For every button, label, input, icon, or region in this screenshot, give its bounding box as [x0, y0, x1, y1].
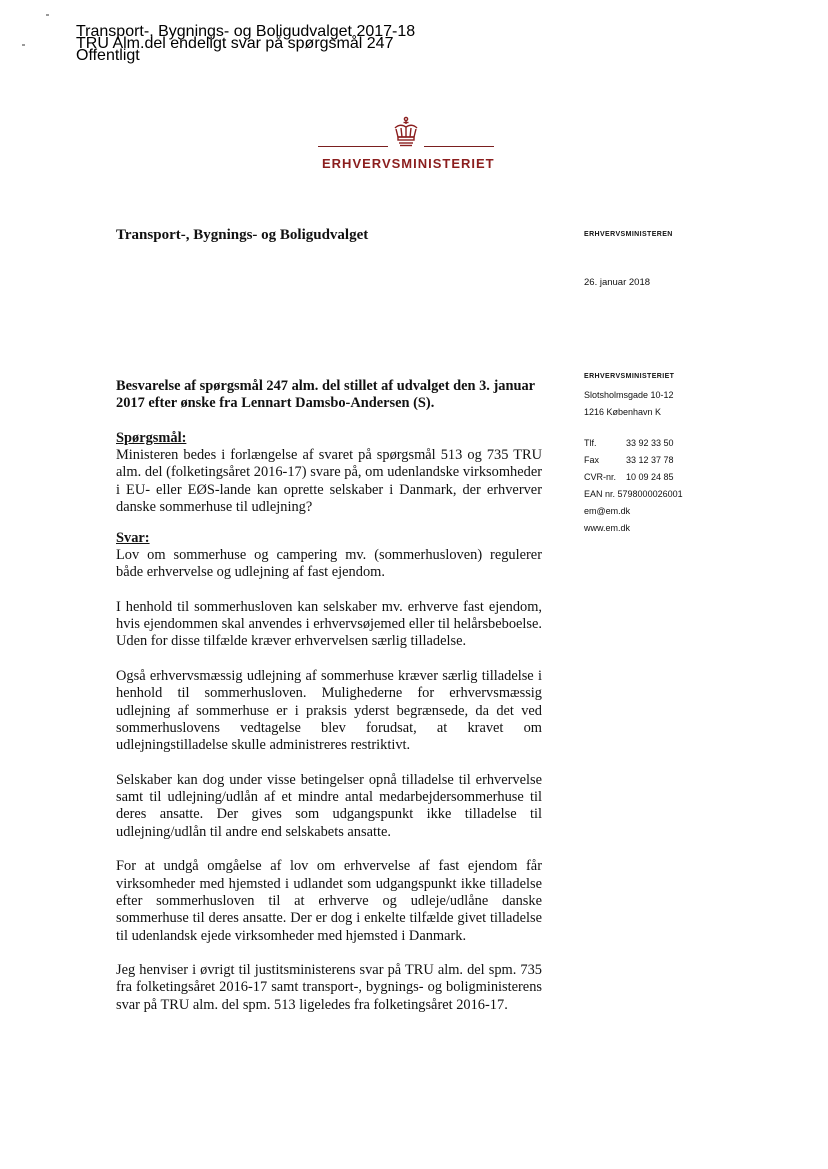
logo-wordmark: ERHVERVSMINISTERIET	[322, 156, 495, 171]
answer-paragraph: For at undgå omgåelse af lov om erhvervelse af fast ejendom får virksomheder med hjemsted i udlandet som udgangspunkt ikke tilladelse efter sommerhusloven til at erhverve og udleje/udlåne danske sommerhuse til deres ansatte. Der er dog i enkelte tilfælde givet tilladelse til udenlandsk ejede virksomheder med hjemsted i Danmark.	[116, 858, 542, 944]
logo-rule-left	[318, 146, 388, 147]
stamp-line-committee: Transport-, Bygnings- og Boligudvalget 2017-18	[76, 23, 416, 40]
scan-speck	[22, 44, 25, 46]
crown-icon	[390, 116, 422, 148]
address-street: Slotsholmsgade 10-12	[584, 390, 674, 400]
question-heading: Spørgsmål:	[116, 430, 187, 446]
scan-speck	[46, 14, 49, 16]
question-text: Ministeren bedes i forlængelse af svaret på spørgsmål 513 og 735 TRU alm. del (folketingsåret 2016-17) svare på, om udenlandske virksomheder i EU- eller EØS-lande kan oprette selskaber i Danmark, der erhverver danske sommerhuse til udlejning?	[116, 447, 542, 515]
contact-ean	[584, 489, 683, 506]
ministry-logo	[318, 116, 494, 174]
contact-label: Fax	[584, 455, 600, 465]
stamp-line-public: Offentligt	[76, 47, 140, 64]
contact-value: 10 09 24 85	[626, 472, 674, 482]
answer-paragraph: Lov om sommerhuse og campering mv. (sommerhusloven) regulerer både erhvervelse og udlejning af fast ejendom.	[116, 547, 542, 581]
contact-cvr	[584, 472, 683, 489]
contact-value: 33 12 37 78	[626, 455, 674, 465]
address-city: 1216 København K	[584, 407, 662, 417]
answer-paragraph: Også erhvervsmæssig udlejning af sommerhuse kræver særlig tilladelse i henhold til sommerhusloven. Mulighederne for erhvervsmæssig udlejning af sommerhuse er i praksis yderst begrænsede, da det ved sommerhuslovens vedtagelse blev forudsat, at kravet om udlejningstilladelse skulle administreres restriktivt.	[116, 668, 542, 754]
ministry-name: ERHVERVSMINISTERIET	[584, 373, 675, 380]
contact-value: 5798000026001	[617, 489, 683, 499]
letter-date: 26. januar 2018	[584, 277, 651, 288]
letter-subject: Besvarelse af spørgsmål 247 alm. del stillet af udvalget den 3. januar 2017 efter ønske fra Lennart Damsbo-Andersen (S).	[116, 378, 535, 412]
contact-block	[584, 438, 683, 540]
stamp-line-answer: TRU Alm.del endeligt svar på spørgsmål 247	[76, 35, 394, 52]
contact-phone	[584, 438, 683, 455]
contact-email[interactable]: em@em.dk	[584, 506, 631, 516]
parliament-stamp	[76, 23, 456, 64]
contact-fax	[584, 455, 683, 472]
contact-value: 33 92 33 50	[626, 438, 674, 448]
recipient-committee: Transport-, Bygnings- og Boligudvalget	[116, 227, 369, 243]
ministry-address	[584, 390, 674, 424]
contact-label: Tlf.	[584, 438, 597, 448]
sender-title: ERHVERVSMINISTEREN	[584, 231, 673, 238]
answer-paragraph: Selskaber kan dog under visse betingelser opnå tilladelse til erhvervelse samt til udlejning/udlån af et mindre antal medarbejdersommerhuse til deres ansatte. Der gives som udgangspunkt ikke tilladelse til udlejning/udlån til andre end selskabets ansatte.	[116, 771, 542, 840]
answer-paragraph: I henhold til sommerhusloven kan selskaber mv. erhverve fast ejendom, hvis ejendommen skal anvendes i erhvervsøjemed eller til helårsbeboelse. Uden for disse tilfælde kræver erhvervelsen særlig tilladelse.	[116, 598, 542, 650]
contact-website[interactable]: www.em.dk	[584, 523, 631, 533]
logo-rule-right	[424, 146, 494, 147]
contact-label: EAN nr.	[584, 489, 616, 499]
answer-heading: Svar:	[116, 530, 150, 546]
contact-label: CVR-nr.	[584, 472, 617, 482]
answer-paragraph: Jeg henviser i øvrigt til justitsministerens svar på TRU alm. del spm. 735 fra folketingsåret 2016-17 samt transport-, bygnings- og boligministerens svar på TRU alm. del spm. 513 ligeledes fra folketingsåret 2016-17.	[116, 962, 542, 1013]
answer-body	[116, 547, 542, 1031]
